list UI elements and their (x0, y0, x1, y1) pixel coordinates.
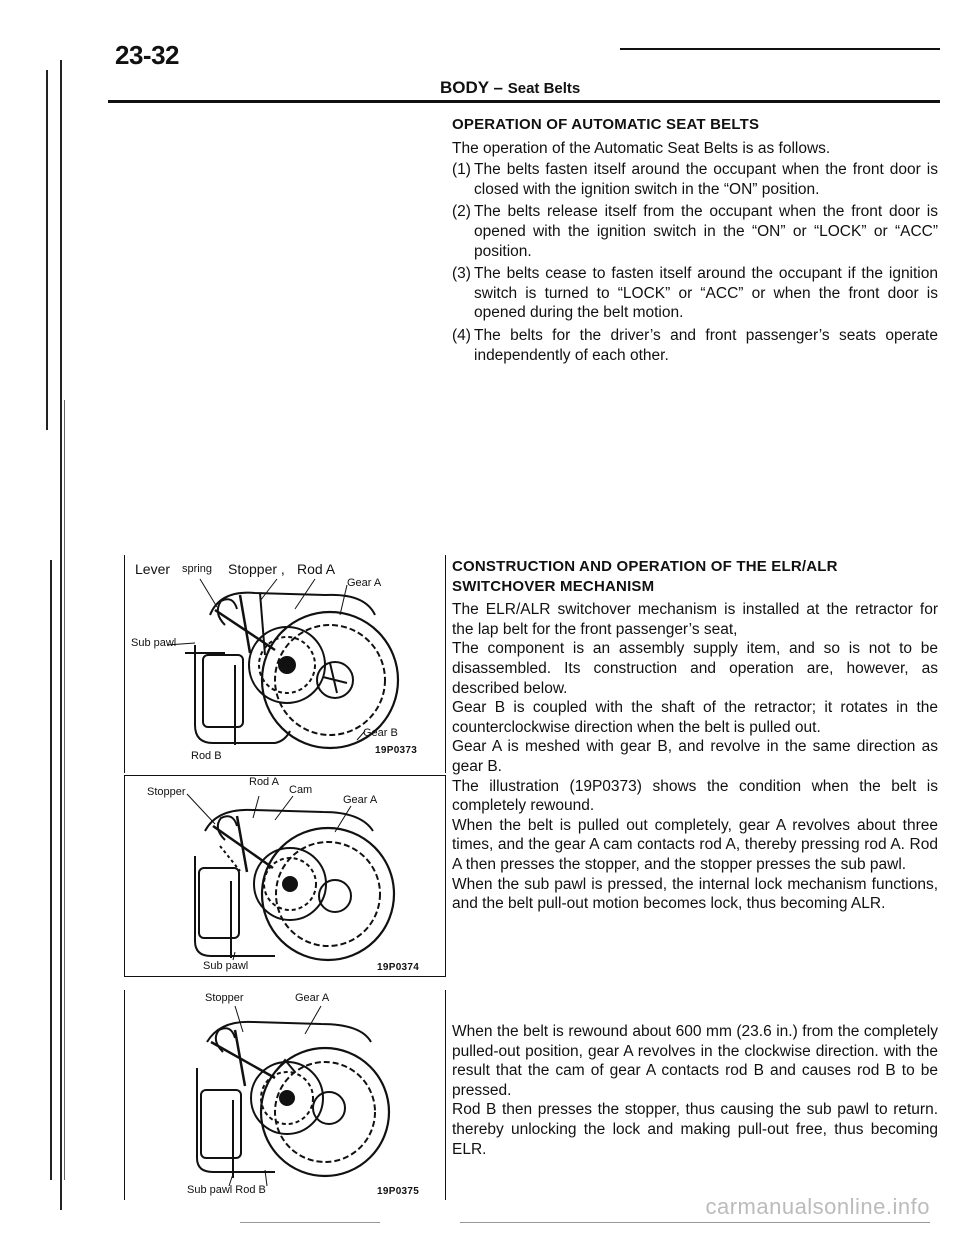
header-subtitle: Seat Belts (507, 80, 581, 97)
label-sub-pawl: Sub pawl (203, 960, 249, 972)
binding-line (60, 60, 62, 1210)
list-item-text: The belts fasten itself around the occupant when the front door is closed with the ignition switch in the “ON” position. (474, 161, 938, 198)
label-gear-a: Gear A (347, 577, 382, 589)
header-rule (108, 100, 940, 103)
list-item-number: (2) (452, 203, 471, 221)
figure-code: 19P0374 (377, 962, 420, 973)
figure-19p0375 (124, 990, 446, 1200)
label-rod-a: Rod A (297, 561, 336, 577)
construction-heading: CONSTRUCTION AND OPERATION OF THE ELR/ALR SWITCHOVER MECHANISM (452, 558, 838, 595)
retractor-illustration (125, 776, 445, 976)
rewind-paragraph: When the belt is rewound about 600 mm (23.6 in.) from the completely pulled-out position, gear A revolves in the clockwise direction. with the result that the cam of gear A contacts rod B and causes rod B to be pressed. (452, 1023, 938, 1099)
top-rule (620, 48, 940, 50)
label-spring: spring (182, 563, 212, 575)
list-item (452, 326, 938, 365)
construction-paragraph: The ELR/ALR switchover mechanism is installed at the retractor for the lap belt for the front passenger’s seat, (452, 601, 938, 638)
retractor-illustration (125, 555, 445, 773)
list-item (452, 264, 938, 323)
figure-code: 19P0375 (377, 1186, 420, 1197)
operation-heading: OPERATION OF AUTOMATIC SEAT BELTS (452, 116, 760, 133)
label-stopper: Stopper (147, 786, 186, 798)
operation-intro: The operation of the Automatic Seat Belts is as follows. (452, 139, 831, 157)
list-item (452, 160, 938, 199)
figure-code: 19P0373 (375, 745, 418, 756)
label-sub-pawl: Sub pawl (131, 637, 177, 649)
construction-section (452, 557, 938, 914)
construction-paragraph: When the sub pawl is pressed, the internal lock mechanism functions, and the belt pull-out motion becomes lock, thus becoming ALR. (452, 875, 938, 913)
rewind-section (452, 1022, 938, 1159)
rewind-paragraph: Rod B then presses the stopper, thus causing the sub pawl to return. thereby unlocking the lock and making pull-out free, thus becoming ELR. (452, 1101, 938, 1158)
label-rod-a: Rod A (249, 776, 279, 788)
label-gear-a: Gear A (343, 794, 378, 806)
binding-line (46, 70, 48, 430)
list-item-number: (3) (452, 265, 471, 283)
list-item-text: The belts cease to fasten itself around the occupant if the ignition switch is turned to “LOCK” or “ACC” or when the front door is opened during the belt motion. (474, 265, 938, 322)
label-rod-b: Rod B (191, 750, 222, 762)
label-stopper: Stopper (205, 992, 244, 1004)
header-title (440, 78, 580, 98)
list-item-text: The belts release itself from the occupant when the front door is opened with the ignition switch in the “ON” or “LOCK” or “ACC” position. (474, 203, 938, 260)
binding-line (64, 400, 65, 1180)
construction-paragraph: The component is an assembly supply item, and so is not to be disassembled. Its construction and operation are, however, as described below. (452, 640, 938, 697)
footer-line (240, 1222, 380, 1223)
operation-section (452, 115, 938, 368)
list-item-text: The belts for the driver’s and front passenger’s seats operate independently of each other. (474, 326, 938, 364)
list-item-number: (1) (452, 161, 471, 179)
construction-paragraph: The illustration (19P0373) shows the condition when the belt is completely rewound. (452, 777, 938, 815)
watermark: carmanualsonline.info (705, 1194, 930, 1219)
list-item (452, 202, 938, 261)
construction-paragraph: Gear A is meshed with gear B, and revolve in the same direction as gear B. (452, 738, 938, 775)
label-lever: Lever (135, 561, 171, 577)
footer-line (460, 1222, 930, 1223)
label-gear-a: Gear A (295, 992, 330, 1004)
figure-19p0374 (124, 775, 446, 977)
retractor-illustration (125, 990, 445, 1200)
figure-19p0373 (124, 555, 446, 773)
label-sub-pawl-rod-b: Sub pawl Rod B (187, 1184, 266, 1196)
list-item-number: (4) (452, 326, 471, 344)
label-cam: Cam (289, 784, 313, 796)
page-number: 23-32 (115, 40, 179, 70)
header-section: BODY – (440, 78, 508, 97)
binding-line (50, 560, 52, 1180)
construction-paragraph: When the belt is pulled out completely, gear A revolves about three times, and the gear A cam contacts rod A, thereby pressing rod A. Rod A then presses the stopper, and the stopper presses the sub pawl. (452, 816, 938, 873)
label-gear-b: Gear B (363, 727, 398, 739)
construction-paragraph: Gear B is coupled with the shaft of the retractor; it rotates in the counterclockwise direction when the belt is pulled out. (452, 699, 938, 736)
label-stopper: Stopper , (228, 561, 285, 577)
